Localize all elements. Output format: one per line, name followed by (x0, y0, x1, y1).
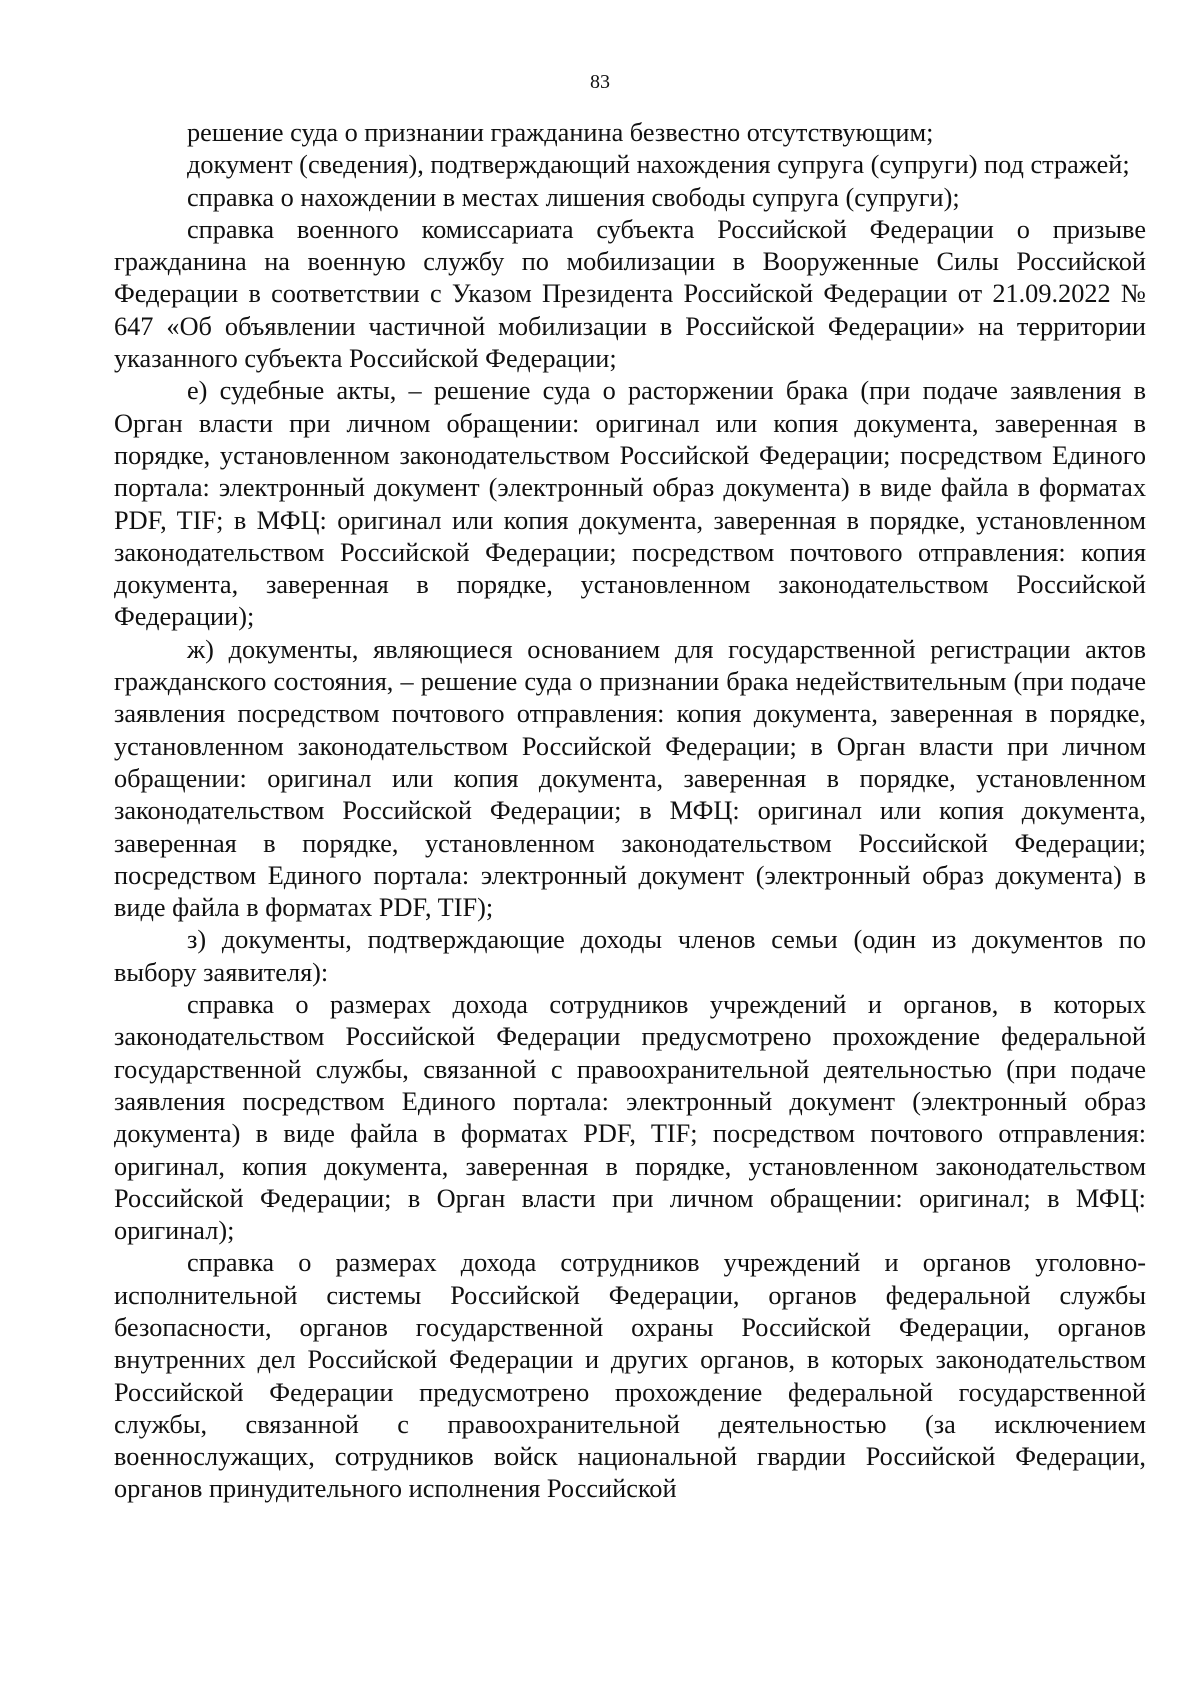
paragraph-item-z-income-documents: з) документы, подтверждающие доходы членов семьи (один из документов по выбору заявителя): (114, 925, 1146, 987)
paragraph-income-certificate-penitentiary: справка о размерах дохода сотрудников учреждений и органов уголовно-исполнительной системы Российской Федерации, органов федеральной службы безопасности, органов государственной охраны Российской Федерации, органов внутренних дел Российской Федерации и других органов, в которых законодательством Российской Федерации предусмотрено прохождение федеральной государственной службы, связанной с правоохранительной деятельностью (за исключением военнослужащих, сотрудников войск национальной гвардии Российской Федерации, органов принудительного исполнения Российской (114, 1248, 1146, 1504)
paragraph-court-decision-missing: решение суда о признании гражданина безвестно отсутствующим; (187, 118, 934, 147)
document-body (114, 117, 1146, 1506)
page-number: 83 (590, 71, 610, 93)
paragraph-income-certificate-law-enforcement: справка о размерах дохода сотрудников учреждений и органов, в которых законодательством Российской Федерации предусмотрено прохождение федеральной государственной службы, связанной с правоохранительной деятельностью (при подаче заявления посредством Единого портала: электронный документ (электронный образ документа) в виде файла в форматах PDF, TIF; посредством почтового отправления: оригинал, копия документа, заверенная в порядке, установленном законодательством Российской Федерации; в Орган власти при личном обращении: оригинал; в МФЦ: оригинал); (114, 990, 1146, 1246)
paragraph-item-e-court-acts: е) судебные акты, – решение суда о расторжении брака (при подаче заявления в Орган власти при личном обращении: оригинал или копия документа, заверенная в порядке, установленном законодательством Российской Федерации; посредством Единого портала: электронный документ (электронный образ документа) в виде файла в форматах PDF, TIF; в МФЦ: оригинал или копия документа, заверенная в порядке, установленном законодательством Российской Федерации; посредством почтового отправления: копия документа, заверенная в порядке, установленном законодательством Российской Федерации); (114, 376, 1146, 632)
paragraph-custody-document: документ (сведения), подтверждающий нахождения супруга (супруги) под стражей; (187, 150, 1130, 180)
paragraph-item-zh-civil-status-documents: ж) документы, являющиеся основанием для государственной регистрации актов гражданского состояния, – решение суда о признании брака недействительным (при подаче заявления посредством почтового отправления: копия документа, заверенная в порядке, установленном законодательством Российской Федерации; в Орган власти при личном обращении: оригинал или копия документа, заверенная в порядке, установленном законодательством Российской Федерации; в МФЦ: оригинал или копия документа, заверенная в порядке, установленном законодательством Российской Федерации; посредством Единого портала: электронный документ (электронный образ документа) в виде файла в форматах PDF, TIF); (114, 634, 1146, 923)
paragraph-imprisonment-certificate: справка о нахождении в местах лишения свободы супруга (супруги); (187, 182, 960, 212)
paragraph-mobilization-certificate: справка военного комиссариата субъекта Российской Федерации о призыве гражданина на военную службу по мобилизации в Вооруженные Силы Российской Федерации в соответствии с Указом Президента Российской Федерации от 21.09.2022 № 647 «Об объявлении частичной мобилизации в Российской Федерации» на территории указанного субъекта Российской Федерации; (114, 214, 1146, 374)
